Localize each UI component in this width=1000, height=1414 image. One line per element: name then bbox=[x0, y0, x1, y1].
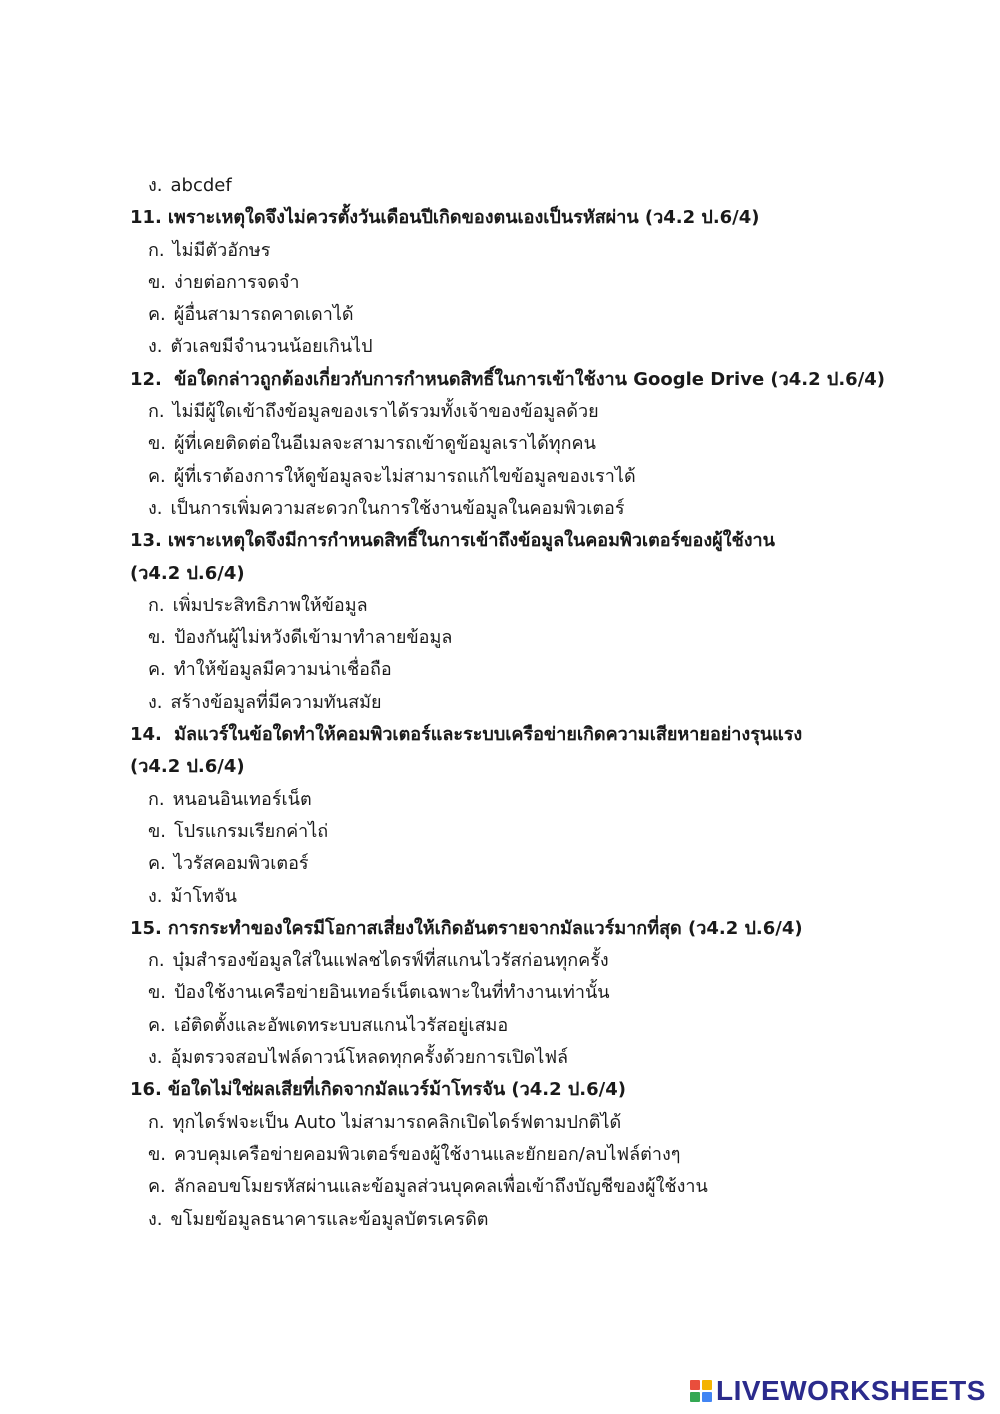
question-list bbox=[0, 202, 1000, 1236]
option-letter: ง. bbox=[148, 1208, 163, 1230]
option-text: ป้องใช้งานเครือข่ายอินเทอร์เน็ตเฉพาะในที่ทำงานเท่านั้น bbox=[174, 982, 610, 1004]
option-letter: ค. bbox=[148, 304, 166, 326]
answer-option[interactable] bbox=[0, 848, 1000, 880]
question-14 bbox=[0, 719, 1000, 751]
question-text-continuation: (ว4.2 ป.6/4) bbox=[130, 562, 245, 584]
answer-option[interactable] bbox=[0, 1171, 1000, 1203]
option-letter: ง. bbox=[148, 1047, 163, 1069]
answer-option[interactable] bbox=[0, 945, 1000, 977]
top-option bbox=[0, 170, 1000, 202]
question-text-continuation: (ว4.2 ป.6/4) bbox=[130, 756, 245, 778]
option-text: ไวรัสคอมพิวเตอร์ bbox=[173, 853, 309, 875]
option-text: ผู้ที่เคยติดต่อในอีเมลจะสามารถเข้าดูข้อมูลเราได้ทุกคน bbox=[174, 433, 596, 455]
option-text: โปรแกรมเรียกค่าไถ่ bbox=[174, 820, 329, 842]
question-12 bbox=[0, 364, 1000, 396]
logo-text: LIVEWORKSHEETS bbox=[716, 1375, 986, 1406]
answer-option[interactable] bbox=[0, 461, 1000, 493]
option-text: ไม่มีผู้ใดเข้าถึงข้อมูลของเราได้รวมทั้งเจ้าของข้อมูลด้วย bbox=[172, 401, 599, 423]
option-text: ม้าโทจัน bbox=[170, 885, 237, 907]
answer-option[interactable] bbox=[0, 1010, 1000, 1042]
question-text: ข้อใดไม่ใช่ผลเสียที่เกิดจากมัลแวร์ม้าโทรจัน (ว4.2 ป.6/4) bbox=[167, 1079, 626, 1101]
option-letter: ข. bbox=[148, 271, 167, 293]
question-text: เพราะเหตุใดจึงมีการกำหนดสิทธิ์ในการเข้าถึงข้อมูลในคอมพิวเตอร์ของผู้ใช้งาน bbox=[167, 530, 775, 552]
option-text: abcdef bbox=[170, 175, 232, 196]
logo-square-red bbox=[690, 1380, 700, 1390]
question-number: 15. bbox=[130, 917, 162, 939]
option-letter: ก. bbox=[148, 950, 165, 972]
option-text: ควบคุมเครือข่ายคอมพิวเตอร์ของผู้ใช้งานและยักยอก/ลบไฟล์ต่างๆ bbox=[174, 1143, 681, 1165]
option-text: ผู้อื่นสามารถคาดเดาได้ bbox=[173, 304, 354, 326]
question-13 bbox=[0, 525, 1000, 557]
question-text: มัลแวร์ในข้อใดทำให้คอมพิวเตอร์และระบบเครือข่ายเกิดความเสียหายอย่างรุนแรง bbox=[167, 724, 803, 746]
option-letter: ข. bbox=[148, 1143, 167, 1165]
option-letter: ค. bbox=[148, 1014, 166, 1036]
option-text: ขโมยข้อมูลธนาคารและข้อมูลบัตรเครดิต bbox=[170, 1208, 489, 1230]
option-text: ตัวเลขมีจำนวนน้อยเกินไป bbox=[170, 336, 373, 358]
answer-option[interactable] bbox=[0, 235, 1000, 267]
answer-option[interactable] bbox=[0, 816, 1000, 848]
option-text: ง่ายต่อการจดจำ bbox=[174, 271, 300, 293]
logo-square-green bbox=[690, 1392, 700, 1402]
option-letter: ค. bbox=[148, 853, 166, 875]
option-text: ทำให้ข้อมูลมีความน่าเชื่อถือ bbox=[173, 659, 392, 681]
liveworksheets-logo bbox=[690, 1374, 986, 1408]
answer-option[interactable] bbox=[0, 493, 1000, 525]
option-text: ผู้ที่เราต้องการให้ดูข้อมูลจะไม่สามารถแก้ไขข้อมูลของเราได้ bbox=[173, 465, 636, 487]
option-letter: ข. bbox=[148, 982, 167, 1004]
question-11 bbox=[0, 202, 1000, 234]
option-letter: ง. bbox=[148, 691, 163, 713]
option-letter: ก. bbox=[148, 239, 165, 261]
liveworksheets-logo-icon bbox=[690, 1380, 712, 1402]
answer-option[interactable] bbox=[0, 622, 1000, 654]
question-number: 11. bbox=[130, 207, 162, 229]
option-text: เป็นการเพิ่มความสะดวกในการใช้งานข้อมูลในคอมพิวเตอร์ bbox=[170, 497, 625, 519]
option-letter: ง. bbox=[148, 175, 163, 196]
answer-option[interactable] bbox=[0, 331, 1000, 363]
answer-option[interactable] bbox=[0, 1139, 1000, 1171]
option-letter: ข. bbox=[148, 627, 167, 649]
option-letter: ก. bbox=[148, 401, 165, 423]
question-text: การกระทำของใครมีโอกาสเสี่ยงให้เกิดอันตรายจากมัลแวร์มากที่สุด (ว4.2 ป.6/4) bbox=[167, 917, 803, 939]
logo-square-yellow bbox=[702, 1380, 712, 1390]
option-letter: ก. bbox=[148, 594, 165, 616]
answer-option[interactable] bbox=[0, 590, 1000, 622]
option-text: เอ๋ติดตั้งและอัพเดทระบบสแกนไวรัสอยู่เสมอ bbox=[173, 1014, 509, 1036]
answer-option[interactable] bbox=[0, 1042, 1000, 1074]
option-text: สร้างข้อมูลที่มีความทันสมัย bbox=[170, 691, 382, 713]
option-text: ไม่มีตัวอักษร bbox=[172, 239, 271, 261]
question-15 bbox=[0, 913, 1000, 945]
option-letter: ก. bbox=[148, 1111, 165, 1133]
option-text: บุ๋มสำรองข้อมูลใส่ในแฟลชไดรฟ์ที่สแกนไวรัสก่อนทุกครั้ง bbox=[172, 950, 609, 972]
option-letter: ข. bbox=[148, 433, 167, 455]
answer-option[interactable] bbox=[0, 1107, 1000, 1139]
question-16 bbox=[0, 1074, 1000, 1106]
option-text: เพิ่มประสิทธิภาพให้ข้อมูล bbox=[172, 594, 368, 616]
answer-option[interactable] bbox=[0, 1204, 1000, 1236]
answer-option[interactable] bbox=[0, 396, 1000, 428]
answer-option[interactable] bbox=[0, 428, 1000, 460]
option-letter: ค. bbox=[148, 1176, 166, 1198]
option-text: ทุกไดร์ฟจะเป็น Auto ไม่สามารถคลิกเปิดไดร์ฟตามปกติได้ bbox=[172, 1111, 622, 1133]
question-number: 16. bbox=[130, 1079, 162, 1101]
option-letter: ง. bbox=[148, 497, 163, 519]
question-number: 12. bbox=[130, 368, 162, 390]
answer-option[interactable] bbox=[0, 654, 1000, 686]
option-letter: ง. bbox=[148, 885, 163, 907]
answer-option[interactable] bbox=[0, 977, 1000, 1009]
answer-option[interactable] bbox=[0, 784, 1000, 816]
answer-option[interactable] bbox=[0, 687, 1000, 719]
option-letter: ข. bbox=[148, 820, 167, 842]
question-number: 13. bbox=[130, 530, 162, 552]
option-text: หนอนอินเทอร์เน็ต bbox=[172, 788, 312, 810]
question-text: ข้อใดกล่าวถูกต้องเกี่ยวกับการกำหนดสิทธิ์ในการเข้าใช้งาน Google Drive (ว4.2 ป.6/4) bbox=[167, 368, 886, 390]
option-letter: ง. bbox=[148, 336, 163, 358]
option-text: อุ้มตรวจสอบไฟล์ดาวน์โหลดทุกครั้งด้วยการเปิดไฟล์ bbox=[170, 1047, 569, 1069]
option-letter: ค. bbox=[148, 465, 166, 487]
answer-option[interactable] bbox=[0, 881, 1000, 913]
question-number: 14. bbox=[130, 724, 162, 746]
option-letter: ก. bbox=[148, 788, 165, 810]
answer-option[interactable] bbox=[0, 267, 1000, 299]
option-letter: ค. bbox=[148, 659, 166, 681]
answer-option[interactable] bbox=[0, 299, 1000, 331]
option-text: ป้องกันผู้ไม่หวังดีเข้ามาทำลายข้อมูล bbox=[174, 627, 453, 649]
logo-square-blue bbox=[702, 1392, 712, 1402]
question-text: เพราะเหตุใดจึงไม่ควรตั้งวันเดือนปีเกิดของตนเองเป็นรหัสผ่าน (ว4.2 ป.6/4) bbox=[167, 207, 760, 229]
worksheet-page bbox=[0, 170, 1000, 1236]
option-text: ลักลอบขโมยรหัสผ่านและข้อมูลส่วนบุคคลเพื่อเข้าถึงบัญชีของผู้ใช้งาน bbox=[173, 1176, 708, 1198]
